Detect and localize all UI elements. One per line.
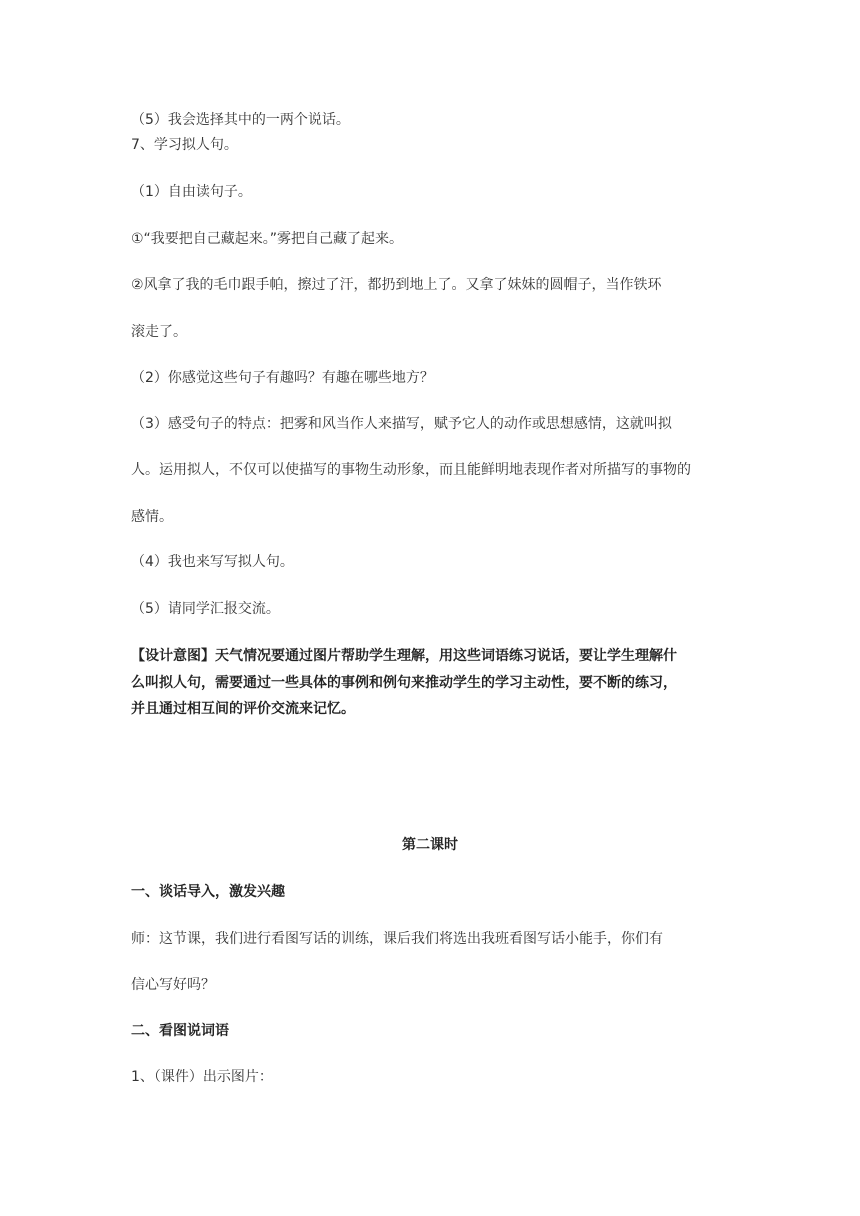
text-line: （5）我会选择其中的一两个说话。 xyxy=(131,112,350,128)
text-line: 感情。 xyxy=(131,509,173,525)
design-intent-line: 【设计意图】天气情况要通过图片帮助学生理解，用这些词语练习说话，要让学生理解什 xyxy=(131,648,677,664)
text-line: ①“我要把自己藏起来。”雾把自己藏了起来。 xyxy=(131,231,404,247)
text-line: 7、学习拟人句。 xyxy=(131,137,238,153)
text-line: （5）请同学汇报交流。 xyxy=(131,601,280,617)
section-heading: 二、看图说词语 xyxy=(131,1023,229,1039)
text-line: ②风拿了我的毛巾跟手帕，擦过了汗，都扔到地上了。又拿了妹妹的圆帽子，当作铁环 xyxy=(131,277,662,293)
text-line: 人。运用拟人，不仅可以使描写的事物生动形象，而且能鲜明地表现作者对所描写的事物的 xyxy=(131,462,691,478)
text-line: 滚走了。 xyxy=(131,324,187,340)
text-line: （1）自由读句子。 xyxy=(131,184,252,200)
lesson-title: 第二课时 xyxy=(402,837,458,853)
design-intent-line: 并且通过相互间的评价交流来记忆。 xyxy=(131,701,355,717)
teacher-text: 信心写好吗？ xyxy=(131,977,215,993)
section-heading: 一、谈话导入，激发兴趣 xyxy=(131,884,285,900)
list-item: 1、（课件）出示图片： xyxy=(131,1069,273,1085)
teacher-text: 师：这节课，我们进行看图写话的训练，课后我们将选出我班看图写话小能手，你们有 xyxy=(131,931,663,947)
text-line: （4）我也来写写拟人句。 xyxy=(131,554,294,570)
text-line: （2）你感觉这些句子有趣吗？有趣在哪些地方？ xyxy=(131,370,434,386)
design-intent-line: 么叫拟人句，需要通过一些具体的事例和例句来推动学生的学习主动性，要不断的练习， xyxy=(131,675,677,691)
text-line: （3）感受句子的特点：把雾和风当作人来描写，赋予它人的动作或思想感情，这就叫拟 xyxy=(131,416,672,432)
